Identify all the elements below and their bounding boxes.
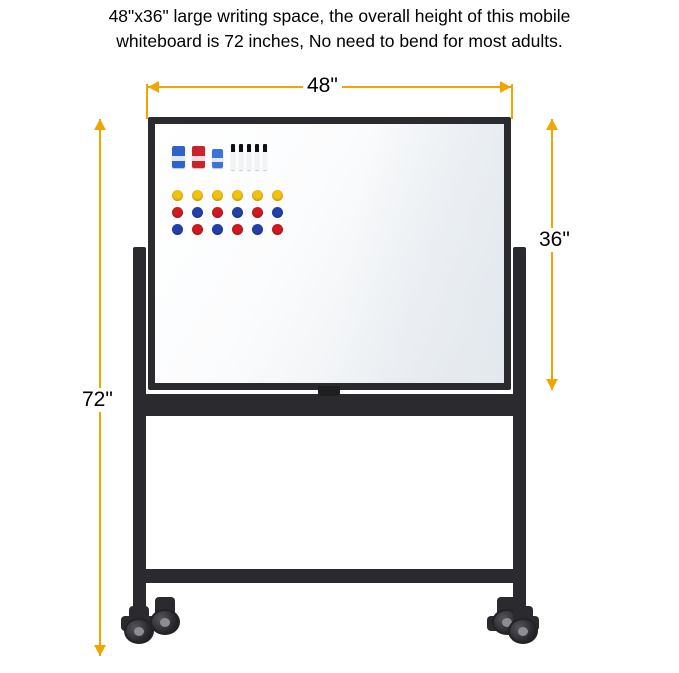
magnet xyxy=(252,207,263,218)
marker-5 xyxy=(263,144,267,170)
overall-height-arrow-down-icon xyxy=(94,645,106,656)
magnet xyxy=(272,224,283,235)
marker-cap xyxy=(231,144,235,152)
magnet xyxy=(232,224,243,235)
width-extension-right xyxy=(511,84,513,119)
eraser-blue xyxy=(172,146,185,168)
marker-cap xyxy=(247,144,251,152)
magnet xyxy=(192,224,203,235)
width-dimension-label: 48" xyxy=(303,74,342,98)
width-arrow-left-icon xyxy=(148,81,159,93)
caster-rear-right xyxy=(508,606,538,644)
magnet xyxy=(172,224,183,235)
overall-height-arrow-up-icon xyxy=(94,119,106,130)
magnet xyxy=(212,207,223,218)
board-height-dimension-label: 36" xyxy=(535,228,574,252)
board-height-arrow-down-icon xyxy=(546,379,558,390)
board-height-arrow-up-icon xyxy=(546,119,558,130)
stand-crossbar-upper xyxy=(133,394,526,416)
caster-rear-left xyxy=(150,597,180,635)
magnet xyxy=(232,190,243,201)
magnet xyxy=(272,190,283,201)
caster-hub xyxy=(160,618,170,627)
board-height-dimension-line xyxy=(551,119,553,390)
marker-cap xyxy=(255,144,259,152)
caption-line-2: whiteboard is 72 inches, No need to bend for most adults. xyxy=(116,31,563,51)
magnet xyxy=(172,207,183,218)
magnet xyxy=(172,190,183,201)
magnet xyxy=(212,190,223,201)
marker-cap xyxy=(239,144,243,152)
caster-hub xyxy=(134,627,144,636)
magnet xyxy=(252,224,263,235)
magnet xyxy=(192,190,203,201)
width-arrow-right-icon xyxy=(500,81,511,93)
magnet xyxy=(212,224,223,235)
eraser-red xyxy=(192,146,205,168)
eraser-band xyxy=(192,156,205,161)
marker-4 xyxy=(255,144,259,170)
board-center-clip xyxy=(318,386,340,396)
whiteboard-frame xyxy=(148,117,511,390)
stand-crossbar-lower xyxy=(133,569,526,583)
marker-3 xyxy=(247,144,251,170)
caption-line-1: 48"x36" large writing space, the overall height of this mobile xyxy=(108,6,571,26)
marker-cap xyxy=(263,144,267,152)
caption xyxy=(0,4,679,54)
eraser-blue-small xyxy=(212,149,223,168)
magnet xyxy=(272,207,283,218)
caster-front-left xyxy=(124,606,154,644)
overall-height-dimension-label: 72" xyxy=(78,388,117,412)
marker-1 xyxy=(231,144,235,170)
eraser-band xyxy=(212,158,223,163)
caster-hub xyxy=(518,627,528,636)
magnet xyxy=(192,207,203,218)
marker-2 xyxy=(239,144,243,170)
magnet xyxy=(232,207,243,218)
eraser-band xyxy=(172,156,185,161)
whiteboard-surface xyxy=(155,124,504,383)
magnet xyxy=(252,190,263,201)
